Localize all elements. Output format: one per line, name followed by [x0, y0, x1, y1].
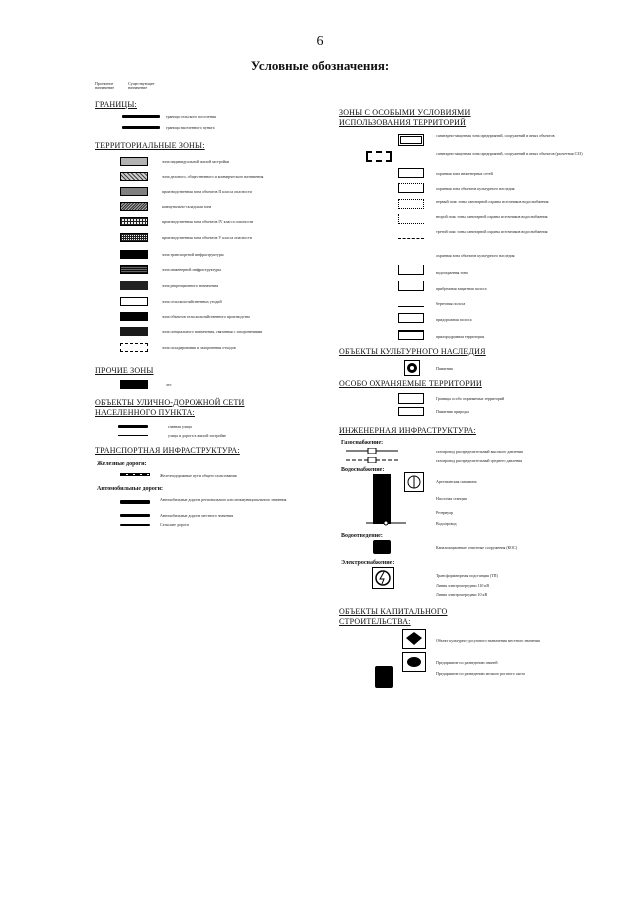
engineering-protect-symbol	[398, 168, 424, 178]
rail-heading: Железные дороги:	[97, 461, 147, 467]
power-label: Трансформаторная подстанция (ТП)	[436, 573, 498, 578]
borders-heading: ГРАНИЦЫ:	[95, 100, 137, 109]
airfield-symbol	[398, 330, 424, 340]
gas-medium-symbol	[346, 457, 398, 463]
page-title: Условные обозначения:	[250, 58, 390, 73]
water-label: Насосная станция	[436, 496, 467, 501]
special-zones-heading-2: ИСПОЛЬЗОВАНИЯ ТЕРРИТОРИЙ	[339, 118, 467, 127]
zone-swatch	[120, 202, 148, 211]
shore-strip-symbol	[398, 297, 424, 307]
border-symbol-settlement	[122, 115, 160, 118]
road-label: Автомобильные дороги регионального или межмуниципального значения	[160, 497, 287, 502]
zone-swatch	[120, 217, 148, 226]
nature-monument-symbol	[398, 407, 424, 416]
zone-swatch	[120, 172, 148, 181]
zone-swatch	[120, 157, 148, 166]
sewer-label: Канализационные очистные сооружения (КОС)	[436, 545, 518, 550]
forest-swatch	[120, 380, 148, 389]
zone-label: зона сельскохозяйственных угодий	[162, 299, 222, 304]
street-label: главная улица	[168, 424, 192, 429]
special-zone-label: охранная зона инженерных сетей	[436, 171, 493, 176]
roadside-strip-symbol	[398, 313, 424, 323]
sheep-farm-symbol	[375, 666, 393, 688]
gas-heading: Газоснабжение:	[341, 440, 384, 446]
zone-label: зона инженерной инфраструктуры	[162, 267, 221, 272]
zones-heading: ТЕРРИТОРИАЛЬНЫЕ ЗОНЫ:	[95, 141, 205, 150]
special-zone-label: третий пояс зоны санитарной охраны источников водоснабжения	[436, 229, 548, 234]
zone-label: коммунально-складская зона	[162, 204, 212, 209]
capital-label: Объект культурно-досугового назначения местного значения	[436, 638, 540, 643]
road-label: Автомобильные дороги местного значения	[160, 513, 234, 518]
roads-heading: Автомобильные дороги:	[97, 486, 164, 492]
special-zone-label: первый пояс зоны санитарной охраны источников водоснабжения	[436, 199, 549, 204]
other-zones-heading: ПРОЧИЕ ЗОНЫ	[95, 366, 154, 375]
zone-label: производственная зона объектов II класса опасности	[162, 189, 252, 194]
sewer-heading: Водоотведение:	[341, 533, 383, 539]
border-label: граница населенного пункта	[166, 125, 215, 130]
street-symbol	[118, 435, 148, 436]
gas-label: газопровод распределительный среднего давления	[436, 458, 523, 463]
sanitary-zone-calc-symbol	[366, 151, 392, 162]
treatment-plant-symbol	[373, 540, 391, 554]
water-label: Водопровод	[436, 521, 457, 526]
border-label: граница сельского поселения	[166, 114, 216, 119]
zone-label: производственная зона объектов V класса опасности	[162, 235, 252, 240]
pig-farm-icon	[402, 652, 426, 672]
main-street-symbol	[118, 425, 148, 428]
streets-heading: ОБЪЕКТЫ УЛИЧНО-ДОРОЖНОЙ СЕТИ	[95, 398, 245, 407]
zone-swatch	[120, 187, 148, 196]
railway-symbol	[120, 473, 150, 476]
special-zone-label: приаэродромная территория	[436, 334, 485, 339]
water-objects-block	[373, 474, 391, 524]
water-belt-3-symbol	[398, 229, 424, 239]
capital-heading: ОБЪЕКТЫ КАПИТАЛЬНОГО	[339, 607, 448, 616]
special-zone-label: санитарно-защитная зона предприятий, сооружений и иных объектов	[436, 133, 555, 138]
capital-label: Предприятие по разведению свиней	[436, 660, 498, 665]
zone-swatch	[120, 312, 148, 321]
zone-swatch	[120, 233, 148, 242]
zone-swatch	[120, 297, 148, 306]
zone-label: зона транспортной инфраструктуры	[162, 252, 224, 257]
zone-label: производственная зона объектов IV класса опасности	[162, 219, 254, 224]
protected-area-symbol	[398, 393, 424, 404]
power-heading: Электроснабжение:	[341, 560, 395, 566]
zone-swatch	[120, 265, 148, 274]
coastal-strip-symbol	[398, 281, 424, 291]
engineering-heading: ИНЖЕНЕРНАЯ ИНФРАСТРУКТУРА:	[339, 426, 476, 435]
rural-road-symbol	[120, 524, 150, 526]
gas-high-symbol	[346, 448, 398, 454]
gas-label: газопровод распределительный высокого давления	[436, 449, 523, 454]
zone-swatch	[120, 343, 148, 352]
power-label: Линия электропередачи 10 кВ	[436, 592, 488, 597]
power-label: Линия электропередачи 110 кВ	[436, 583, 489, 588]
capital-heading-2: СТРОИТЕЛЬСТВА:	[339, 617, 411, 626]
special-zone-label: охранная зона объектов культурного наследия	[436, 186, 515, 191]
legend-col-project: Проектное назначение	[95, 81, 115, 90]
protected-label: Границы особо охраняемых территорий	[436, 396, 505, 401]
regional-road-symbol	[120, 500, 150, 504]
special-zone-label: береговая полоса	[436, 301, 466, 306]
zone-swatch	[120, 281, 148, 290]
zone-swatch	[120, 250, 148, 259]
special-zones-heading: ЗОНЫ С ОСОБЫМИ УСЛОВИЯМИ	[339, 108, 471, 117]
protected-label: Памятник природы	[436, 409, 469, 414]
zone-swatch	[120, 327, 148, 336]
special-zone-label: водоохранная зона	[436, 270, 468, 275]
zone-label: зона делового, общественного и коммерческого назначения	[162, 174, 264, 179]
border-symbol-locality	[122, 126, 160, 129]
water-label: Резервуар	[436, 510, 453, 515]
artesian-well-icon	[404, 472, 424, 492]
capital-label: Предприятие по разведению мелкого рогатого скота	[436, 671, 525, 676]
water-heading: Водоснабжение:	[341, 467, 385, 473]
other-zone-label: лес	[166, 382, 172, 387]
water-pipe-symbol	[366, 520, 406, 526]
local-road-symbol	[120, 514, 150, 517]
special-zone-label: второй пояс зоны санитарной охраны источников водоснабжения	[436, 214, 548, 219]
road-label: Сельские дороги	[160, 522, 189, 527]
special-zone-label: придорожная полоса	[436, 317, 472, 322]
zone-label: зона рекреационного назначения	[162, 283, 219, 288]
rail-label: Железнодорожные пути общего пользования	[160, 473, 237, 478]
zone-label: зона специального назначения, связанная с захоронениями	[162, 329, 263, 334]
transport-heading: ТРАНСПОРТНАЯ ИНФРАСТРУКТУРА:	[95, 446, 240, 455]
street-label: улица и дорога в жилой застройке	[168, 433, 227, 438]
sanitary-zone-symbol	[398, 134, 424, 146]
protected-heading: ОСОБО ОХРАНЯЕМЫЕ ТЕРРИТОРИИ	[339, 379, 482, 388]
special-zone-label: санитарно-защитная зона предприятий, сооружений и иных объектов (расчетная СЗЗ)	[436, 151, 583, 156]
zone-label: зона объектов сельскохозяйственного производства	[162, 314, 250, 319]
water-protect-symbol	[398, 265, 424, 275]
water-belt-2-symbol	[398, 214, 424, 224]
special-zone-label: прибрежная защитная полоса	[436, 286, 487, 291]
zone-label: зона индивидуальной жилой застройки	[162, 159, 230, 164]
heritage-label: Памятник	[436, 366, 454, 371]
special-zone-label: охранная зона объектов культурного наследия	[436, 253, 515, 258]
water-label: Артезианская скважина	[436, 479, 477, 484]
substation-icon	[372, 567, 394, 589]
water-belt-1-symbol	[398, 199, 424, 209]
legend-col-existing: Существующее назначение	[128, 81, 155, 90]
streets-heading-2: НАСЕЛЕННОГО ПУНКТА:	[95, 408, 195, 417]
page-number: 6	[316, 34, 324, 49]
heritage-protect-symbol	[398, 183, 424, 193]
zone-label: зона складирования и захоронения отходов	[162, 345, 236, 350]
monument-icon	[404, 360, 420, 376]
heritage-heading: ОБЪЕКТЫ КУЛЬТУРНОГО НАСЛЕДИЯ	[339, 347, 486, 356]
culture-facility-icon	[402, 629, 426, 649]
